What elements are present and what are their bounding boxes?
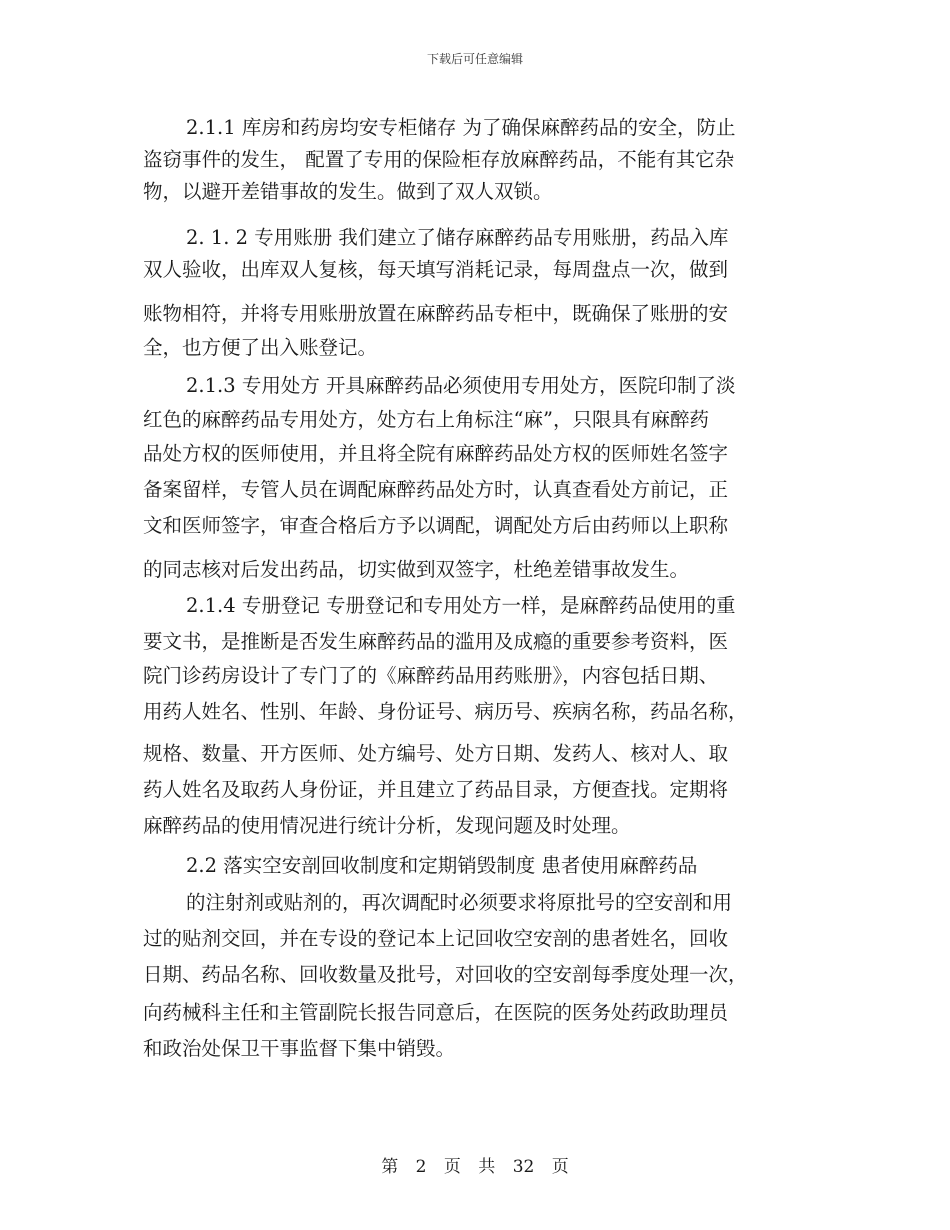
- body-line: 和政治处保卫干事监督下集中销毁。: [143, 1037, 456, 1060]
- body-line: 的同志核对后发出药品，切实做到双签字，杜绝差错事故发生。: [143, 558, 690, 581]
- body-line: 的注射剂或贴剂的，再次调配时必须要求将原批号的空安剖和用: [186, 891, 733, 914]
- body-line: 2.1.1 库房和药房均安专柜储存 为了确保麻醉药品的安全，防止: [186, 116, 736, 139]
- page-number: 2: [415, 1157, 427, 1177]
- body-line: 2. 1. 2 专用账册 我们建立了储存麻醉药品专用账册，药品入库: [186, 226, 729, 249]
- body-line: 2.1.3 专用处方 开具麻醉药品必须使用专用处方，医院印制了淡: [186, 374, 736, 397]
- body-line: 账物相符，并将专用账册放置在麻醉药品专柜中，既确保了账册的安: [143, 302, 729, 325]
- body-line: 2.2 落实空安剖回收制度和定期销毁制度 患者使用麻醉药品: [186, 854, 698, 877]
- body-line: 全，也方便了出入账登记。: [143, 336, 378, 359]
- body-line: 要文书，是推断是否发生麻醉药品的滥用及成瘾的重要参考资料，医: [143, 630, 729, 653]
- body-line: 备案留样，专管人员在调配麻醉药品处方时，认真查看处方前记，正: [143, 478, 729, 501]
- body-line: 日期、药品名称、回收数量及批号，对回收的空安剖每季度处理一次，: [143, 963, 748, 986]
- body-line: 2.1.4 专册登记 专册登记和专用处方一样，是麻醉药品使用的重: [186, 594, 736, 617]
- body-line: 红色的麻醉药品专用处方，处方右上角标注“麻”，只限具有麻醉药: [143, 408, 709, 431]
- total-label: 共: [478, 1157, 496, 1177]
- body-line: 向药械科主任和主管副院长报告同意后，在医院的医务处药政助理员: [143, 1001, 729, 1024]
- body-line: 用药人姓名、性别、年龄、身份证号、病历号、疾病名称，药品名称，: [143, 700, 748, 723]
- body-line: 品处方权的医师使用，并且将全院有麻醉药品处方权的医师姓名签字: [143, 442, 729, 465]
- total-pages: 32: [512, 1157, 535, 1177]
- page-label: 第: [381, 1157, 399, 1177]
- body-line: 药人姓名及取药人身份证，并且建立了药品目录，方便查找。定期将: [143, 778, 729, 801]
- page-footer: [0, 1152, 950, 1177]
- body-line: 院门诊药房设计了专门了的《麻醉药品用药账册》，内容包括日期、: [143, 664, 719, 687]
- body-line: 麻醉药品的使用情况进行统计分析，发现问题及时处理。: [143, 814, 631, 837]
- body-line: 双人验收，出库双人复核，每天填写消耗记录，每周盘点一次，做到: [143, 258, 729, 281]
- page-unit: 页: [443, 1157, 461, 1177]
- body-line: 盗窃事件的发生， 配置了专用的保险柜存放麻醉药品，不能有其它杂: [143, 148, 735, 171]
- body-line: 文和医师签字，审查合格后方予以调配，调配处方后由药师以上职称: [143, 514, 729, 537]
- page-header: 下载后可任意编辑: [426, 52, 523, 66]
- body-line: 规格、数量、开方医师、处方编号、处方日期、发药人、核对人、取: [143, 742, 729, 765]
- total-unit: 页: [551, 1157, 569, 1177]
- body-line: 过的贴剂交回，并在专设的登记本上记回收空安剖的患者姓名，回收: [143, 927, 729, 950]
- body-line: 物，以避开差错事故的发生。做到了双人双锁。: [143, 180, 553, 203]
